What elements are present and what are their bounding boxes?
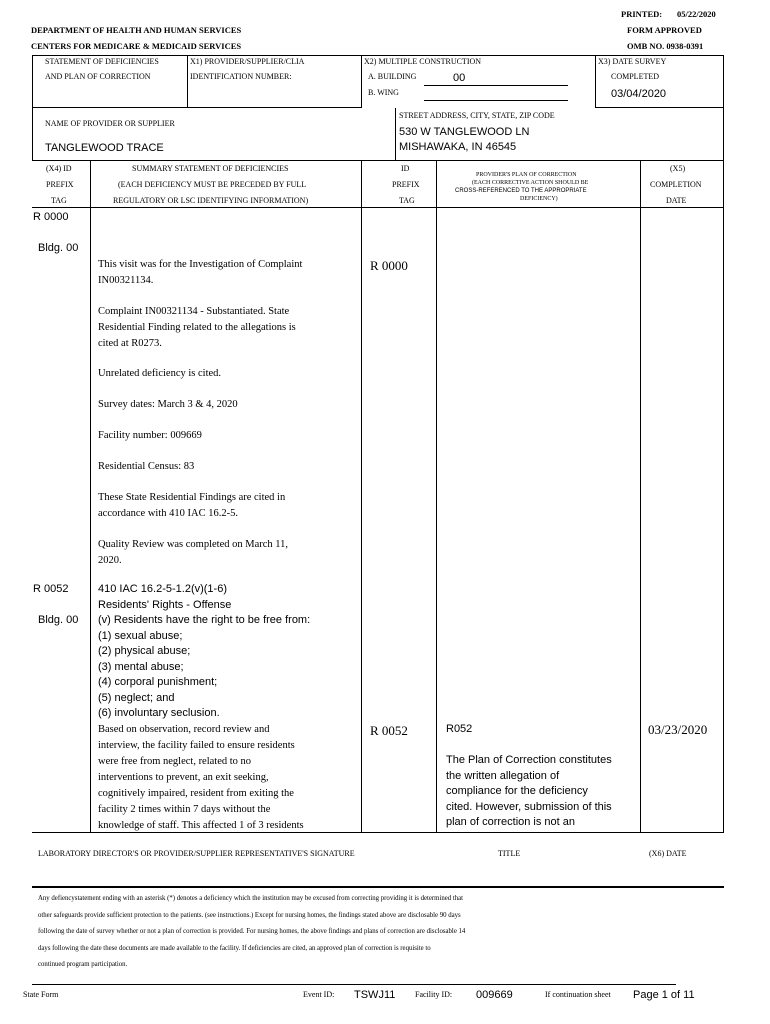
tag-r0052: R 0052 xyxy=(33,583,69,595)
completion-date: 03/23/2020 xyxy=(648,722,708,737)
address-line-2: MISHAWAKA, IN 46545 xyxy=(399,141,517,153)
event-id-value: TSWJ11 xyxy=(354,989,396,1001)
findings-paragraph: These State Residential Findings are cited in accordance with 410 IAC 16.2-5. xyxy=(98,492,286,519)
state-form-label: State Form xyxy=(23,990,59,999)
x2-label: X2) MULTIPLE CONSTRUCTION xyxy=(364,57,482,66)
x1-label-2: IDENTIFICATION NUMBER: xyxy=(190,72,292,81)
statement-label-1: STATEMENT OF DEFICIENCIES xyxy=(45,57,159,66)
id-label-3: TAG xyxy=(399,196,415,205)
x4-label-3: TAG xyxy=(51,196,67,205)
x4-label-1: (X4) ID xyxy=(46,164,72,173)
unrelated-paragraph: Unrelated deficiency is cited. xyxy=(98,368,222,379)
plan-label-2: (EACH CORRECTIVE ACTION SHOULD BE xyxy=(472,180,589,186)
summary-label-1: SUMMARY STATEMENT OF DEFICIENCIES xyxy=(132,164,289,173)
event-id-label: Event ID: xyxy=(303,990,335,999)
census-paragraph: Residential Census: 83 xyxy=(98,461,195,472)
cms-title: CENTERS FOR MEDICARE & MEDICAID SERVICES xyxy=(31,41,242,51)
complaint-paragraph: Complaint IN00321134 - Substantiated. State Residential Finding related to the allegations is cited at R0273. xyxy=(98,306,296,349)
plan-label-1: PROVIDER'S PLAN OF CORRECTION xyxy=(476,172,577,178)
x5-label-2: COMPLETION xyxy=(650,180,702,189)
survey-dates-paragraph: Survey dates: March 3 & 4, 2020 xyxy=(98,399,238,410)
plan-tag: R052 xyxy=(446,723,473,735)
address-label: STREET ADDRESS, CITY, STATE, ZIP CODE xyxy=(399,111,555,120)
right-tag-r0000: R 0000 xyxy=(370,258,408,273)
disclosure-footnote: Any defiencystatement ending with an asterisk (*) denotes a deficiency which the institution may be excused from correcting providing it is determined that other safeguards provide sufficient protection to the patients. (see instructions.) Except for nursing homes, the findings stated above are disclosable 90 days following the date of survey whether or not a plan of correction is provided. For nursing homes, the above findings and plans of correction are disclosable 14 days following the date these documents are made available to the facility. If deficiencies are cited, an approved plan of correction is requisite to continued program participation. xyxy=(38,895,466,968)
facility-id-label: Facility ID: xyxy=(415,990,453,999)
provider-name: TANGLEWOOD TRACE xyxy=(45,142,164,154)
provider-label: NAME OF PROVIDER OR SUPPLIER xyxy=(45,119,175,128)
printed-date: 05/22/2020 xyxy=(677,9,716,19)
plan-label-3: CROSS-REFERENCED TO THE APPROPRIATE xyxy=(455,188,587,194)
facility-number-paragraph: Facility number: 009669 xyxy=(98,430,202,441)
x4-label-2: PREFIX xyxy=(46,180,74,189)
summary-label-2: (EACH DEFICIENCY MUST BE PRECEDED BY FULL xyxy=(118,180,307,189)
bldg-label-2: Bldg. 00 xyxy=(38,614,79,626)
summary-label-3: REGULATORY OR LSC IDENTIFYING INFORMATION) xyxy=(113,196,309,205)
x5-label-3: DATE xyxy=(666,196,687,205)
signature-label: LABORATORY DIRECTOR'S OR PROVIDER/SUPPLIER REPRESENTATIVE'S SIGNATURE xyxy=(38,849,355,858)
bldg-label-1: Bldg. 00 xyxy=(38,242,79,254)
address-line-1: 530 W TANGLEWOOD LN xyxy=(399,126,530,138)
omb-number: OMB NO. 0938-0391 xyxy=(627,41,704,51)
statement-label-2: AND PLAN OF CORRECTION xyxy=(45,72,151,81)
quality-review-paragraph: Quality Review was completed on March 11, 2020. xyxy=(98,539,289,566)
visit-paragraph: This visit was for the Investigation of Complaint IN00321134. xyxy=(98,259,303,286)
x5-label-1: (X5) xyxy=(670,164,686,173)
dept-title: DEPARTMENT OF HEALTH AND HUMAN SERVICES xyxy=(31,25,242,35)
plan-label-4: DEFICIENCY) xyxy=(520,196,558,202)
facility-id-value: 009669 xyxy=(476,989,513,1001)
id-label-2: PREFIX xyxy=(392,180,420,189)
right-tag-r0052: R 0052 xyxy=(370,723,408,738)
form-approved: FORM APPROVED xyxy=(627,25,702,35)
x3-label-2: COMPLETED xyxy=(611,72,659,81)
tag-r0000: R 0000 xyxy=(33,211,69,223)
survey-date: 03/04/2020 xyxy=(611,88,667,100)
page-number: Page 1 of 11 xyxy=(633,989,695,1001)
printed-label: PRINTED: xyxy=(621,9,663,19)
regulation-text: 410 IAC 16.2-5-1.2(v)(1-6) Residents' Rights - Offense (v) Residents have the right to be free from: (1) sexual abuse; (2) physical abuse; (3) mental abuse; (4) corporal punishment; (5) neglect; and (6) involuntary seclusion. xyxy=(98,583,311,719)
x1-label-1: X1) PROVIDER/SUPPLIER/CLIA xyxy=(190,57,305,66)
date-label: (X6) DATE xyxy=(649,849,687,858)
x3-label-1: X3) DATE SURVEY xyxy=(598,57,667,66)
building-label: A. BUILDING xyxy=(368,72,417,81)
id-label-1: ID xyxy=(401,164,410,173)
continuation-label: If continuation sheet xyxy=(545,990,611,999)
building-value: 00 xyxy=(453,72,466,84)
finding-text: Based on observation, record review and interview, the facility failed to ensure residents were free from neglect, related to no interventions to prevent, an exit seeking, cognitively impaired, resident from exiting the facility 2 times within 7 days without the knowledge of staff. This affected 1 of 3 residents xyxy=(98,724,304,831)
title-label: TITLE xyxy=(498,849,521,858)
plan-of-correction-text: The Plan of Correction constitutes the written allegation of compliance for the deficiency cited. However, submission of this plan of correction is not an xyxy=(446,754,612,828)
wing-label: B. WING xyxy=(368,88,399,97)
